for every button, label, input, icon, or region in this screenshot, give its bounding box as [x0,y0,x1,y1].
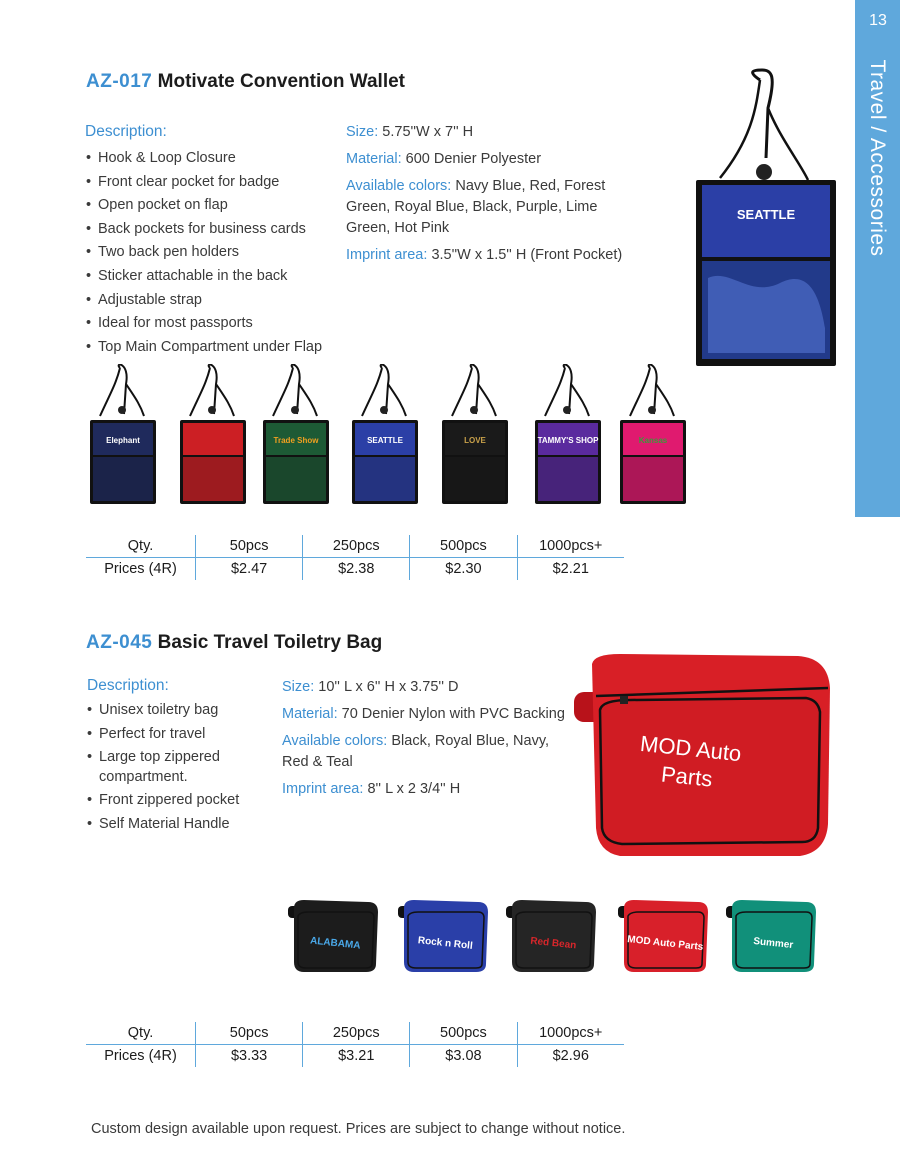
price-cell: $2.38 [303,558,410,581]
spec-label: Available colors: [346,178,452,194]
product-title-az045 [86,632,382,654]
feature-item: • Ideal for most passports [86,312,346,336]
wallet-variant [90,365,156,504]
qty-cell: 250pcs [303,535,410,558]
qty-row [86,1022,624,1045]
toiletry-bag-hero-image [570,652,835,862]
toiletry-bag-variant [726,900,816,972]
qty-cell: 500pcs [410,535,517,558]
spec-material [346,149,628,170]
qty-label: Qty. [86,535,196,558]
product-name: Motivate Convention Wallet [157,71,406,92]
spec-imprint [346,245,628,266]
wallet-variant [263,365,329,504]
spec-size [346,122,628,143]
price-label: Prices (4R) [104,1048,177,1064]
qty-cell: 250pcs [303,1022,410,1045]
wallet-variant-imprint: TAMMY'S SHOP [537,436,599,445]
wallet-variant-imprint: SEATTLE [367,436,403,445]
spec-list [346,122,628,272]
product-code: AZ-045 [86,632,153,653]
wallet-variant-imprint: Trade Show [273,436,319,445]
price-row [86,1045,624,1068]
spec-value: 8'' L x 2 3/4'' H [367,781,461,797]
toiletry-bag-variants [280,892,825,978]
feature-item: • Open pocket on flap [86,194,346,218]
price-cell: $3.21 [303,1045,410,1068]
wallet-variant [352,365,418,504]
wallet-variants [80,364,700,514]
spec-list [282,677,567,806]
feature-item: • Front clear pocket for badge [86,171,346,195]
feature-item: • Hook & Loop Closure [86,147,346,171]
hero-imprint-text: SEATTLE [736,207,796,222]
wallet-variant-imprint: LOVE [464,436,486,445]
spec-label: Imprint area: [346,247,428,263]
feature-item: • Top Main Compartment under Flap [86,336,346,360]
price-row [86,558,624,581]
spec-size [282,677,567,698]
feature-item: • Self Material Handle [87,815,257,835]
hero-imprint-line1: MOD Auto [639,730,743,767]
feature-list [86,147,346,359]
spec-value: 5.75''W x 7'' H [382,124,474,140]
wallet-variant [442,365,508,504]
spec-colors [282,731,567,773]
footer-note: Custom design available upon request. Prices are subject to change without notice. [91,1121,626,1137]
description-heading: Description: [85,123,167,140]
price-table [86,1022,624,1067]
spec-value: 10'' L x 6'' H x 3.75'' D [318,679,459,695]
spec-value: Black, Royal Blue, Navy, Red & Teal [282,733,550,770]
spec-label: Material: [282,706,338,722]
feature-item: • Adjustable strap [86,289,346,313]
feature-list [87,701,257,838]
toiletry-bag-variant-imprint: MOD Auto Parts [626,934,704,953]
spec-label: Size: [282,679,315,695]
spec-label: Imprint area: [282,781,364,797]
toiletry-bag-variant [506,900,596,972]
toiletry-bag-variant-imprint: Red Bean [529,935,577,952]
price-label: Prices (4R) [104,561,177,577]
wallet-variant-imprint: Elephant [106,436,140,445]
spec-imprint [282,779,567,800]
feature-item: • Unisex toiletry bag [87,701,257,721]
spec-label: Available colors: [282,733,388,749]
feature-item: • Perfect for travel [87,725,257,745]
spec-value: 70 Denier Nylon with PVC Backing [341,706,565,722]
toiletry-bag-variant [398,900,488,972]
spec-value: 3.5''W x 1.5'' H (Front Pocket) [431,247,623,263]
feature-item: • Two back pen holders [86,241,346,265]
wallet-variant-imprint: Kansas [638,436,668,445]
wallet-hero-image [690,68,840,368]
spec-label: Material: [346,151,402,167]
page-number: 13 [869,12,887,29]
qty-row [86,535,624,558]
hero-imprint-line2: Parts [659,761,714,792]
spec-value: 600 Denier Polyester [405,151,542,167]
price-table [86,535,624,580]
qty-cell: 50pcs [196,535,303,558]
feature-item: • Front zippered pocket [87,791,257,811]
description-heading: Description: [87,677,169,694]
toiletry-bag-variant-imprint: ALABAMA [309,935,361,952]
toiletry-bag-variant-imprint: Summer [752,935,794,952]
price-cell: $3.08 [410,1045,517,1068]
qty-cell: 1000pcs+ [517,1022,624,1045]
toiletry-bag-variant [618,900,708,972]
spec-value: Navy Blue, Red, Forest Green, Royal Blue, Black, Purple, Lime Green, Hot Pink [346,178,606,236]
section-label: Travel / Accessories [866,59,889,257]
feature-item: • Sticker attachable in the back [86,265,346,289]
wallet-variant [180,365,246,504]
price-cell: $2.21 [517,558,624,581]
product-code: AZ-017 [86,71,153,92]
product-name: Basic Travel Toiletry Bag [157,632,383,653]
qty-cell: 500pcs [410,1022,517,1045]
price-cell: $2.30 [410,558,517,581]
price-cell: $2.47 [196,558,303,581]
product-title-az017 [86,71,405,93]
price-cell: $2.96 [517,1045,624,1068]
qty-cell: 1000pcs+ [517,535,624,558]
spec-colors [346,176,628,239]
spec-material [282,704,567,725]
price-cell: $3.33 [196,1045,303,1068]
wallet-variant [620,365,686,504]
qty-label: Qty. [86,1022,196,1045]
qty-cell: 50pcs [196,1022,303,1045]
feature-item: • Back pockets for business cards [86,218,346,242]
toiletry-bag-variant [288,900,378,972]
spec-label: Size: [346,124,379,140]
feature-item: • Large top zippered compartment. [87,748,257,787]
toiletry-bag-variant-imprint: Rock n Roll [417,935,474,952]
wallet-variant [535,365,601,504]
